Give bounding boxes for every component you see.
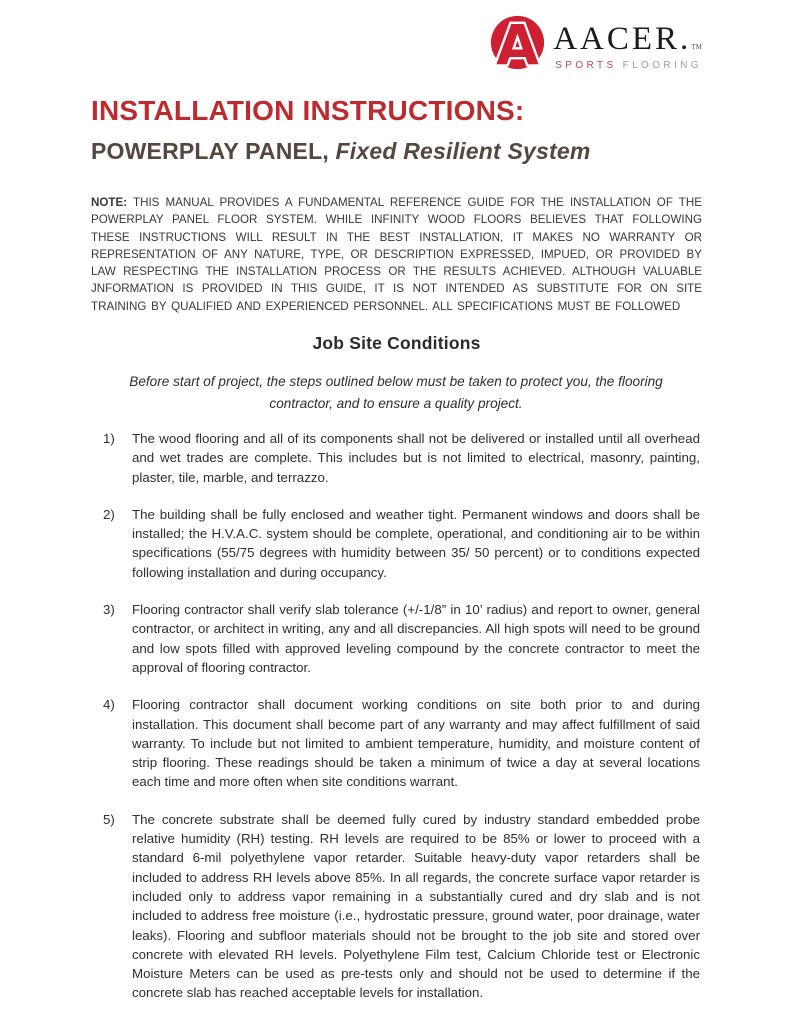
condition-text: Flooring contractor shall document working conditions on site both prior to and during installation. This document shall become part of any warranty and may affect fulfillment of said warranty. To include but not limited to ambient temperature, humidity, and moisture content of strip flooring. These readings should be taken a minimum of twice a day at several locations each time and more often when site conditions warrant.: [132, 697, 700, 790]
section-intro: Before start of project, the steps outlined below must be taken to protect you, the flooring contractor, and to ensure a quality project.: [129, 374, 663, 411]
subtitle-product: POWERPLAY PANEL,: [91, 138, 329, 164]
condition-number: 5): [103, 811, 115, 827]
note-body: THIS MANUAL PROVIDES A FUNDAMENTAL REFERENCE GUIDE FOR THE INSTALLATION OF THE POWERPLAY PANEL FLOOR SYSTEM. WHILE INFINITY WOOD FLOORS BELIEVES THAT FOLLOWING THESE INSTRUCTIONS WILL RESULT IN THE BEST INSTALLATION, IT MAKES NO WARRANTY OR REPRESENTATION OF ANY NATURE, TYPE, OR DESCRIPTION EXPRESSED, IMPUED, OR PROVIDED BY LAW RESPECTING THE INSTALLATION PROCESS OR THE RESULTS ACHIEVED. ALTHOUGH VALUABLE JNFORMATION IS PROVIDED IN THIS GUIDE, IT IS NOT INTENDED AS SUBSTITUTE FOR ON SITE TRAINING BY QUALIFIED AND EXPERIENCED PERSONNEL. ALL SPECIFICATIONS MUST BE FOLLOWED: [91, 196, 702, 313]
page-title: INSTALLATION INSTRUCTIONS:: [91, 95, 525, 126]
condition-number: 4): [103, 697, 115, 713]
condition-number: 1): [103, 431, 115, 446]
condition-item-3: [103, 600, 700, 677]
disclaimer-note: [91, 194, 702, 315]
tagline-sports: SPORTS: [555, 60, 617, 71]
brand-wordmark: AACER.: [553, 21, 692, 57]
condition-item-4: [103, 695, 700, 791]
aacer-logo: [489, 14, 702, 71]
logo-letter: A: [496, 14, 540, 71]
condition-number: 2): [103, 506, 115, 522]
condition-item-2: [103, 505, 700, 582]
condition-number: 3): [103, 602, 115, 618]
trademark-symbol: TM: [691, 43, 702, 51]
page-subtitle: [91, 138, 590, 165]
condition-text: Flooring contractor shall verify slab tolerance (+/-1/8” in 10’ radius) and report to owner, general contractor, or architect in writing, any and all discrepancies. All high spots will need to be ground and low spots filled with approved leveling compound by the concrete contractor to meet the approval of flooring contractor.: [132, 602, 700, 675]
tagline-flooring: FLOORING: [622, 60, 702, 71]
logo-text-block: [553, 14, 702, 71]
section-heading: Job Site Conditions: [312, 333, 481, 353]
note-label: NOTE:: [91, 196, 128, 209]
condition-text: The building shall be fully enclosed and weather tight. Permanent windows and doors shall be installed; the H.V.A.C. system should be complete, operational, and conditioning air to be within specifications (55/75 degrees with humidity between 35/ 50 percent) or to conditions expected following installation and during occupancy.: [132, 506, 700, 580]
brand-name: [553, 23, 702, 56]
condition-item-1: [103, 429, 700, 487]
conditions-list: [103, 429, 700, 1021]
condition-text: The concrete substrate shall be deemed fully cured by industry standard embedded probe relative humidity (RH) testing. RH levels are required to be 85% or lower to proceed with a standard 6-mil polyethylene vapor retarder. Suitable heavy-duty vapor retarders shall be included to address RH levels above 85%. In all regards, the concrete surface vapor retarder is included only to address vapor remaining in a substantially cured and dry slab and is not included to address free moisture (i.e., hydrostatic pressure, ground water, poor drainage, water leaks). Flooring and subfloor materials should not be brought to the job site and stored over concrete with elevated RH levels. Polyethylene Film test, Calcium Chloride test or Electronic Moisture Meters can be used as pre-tests only and should not be used to determine if the concrete slab has reached acceptable levels for installation.: [132, 811, 700, 1001]
brand-tagline: [553, 60, 702, 71]
condition-item-5: [103, 810, 700, 1003]
aacer-a-badge-icon: [489, 14, 546, 71]
subtitle-system: Fixed Resilient System: [335, 138, 591, 164]
condition-text: The wood flooring and all of its components shall not be delivered or installed until all overhead and wet trades are complete. This includes but is not limited to electrical, masonry, painting, plaster, tile, marble, and terrazzo.: [132, 431, 700, 485]
